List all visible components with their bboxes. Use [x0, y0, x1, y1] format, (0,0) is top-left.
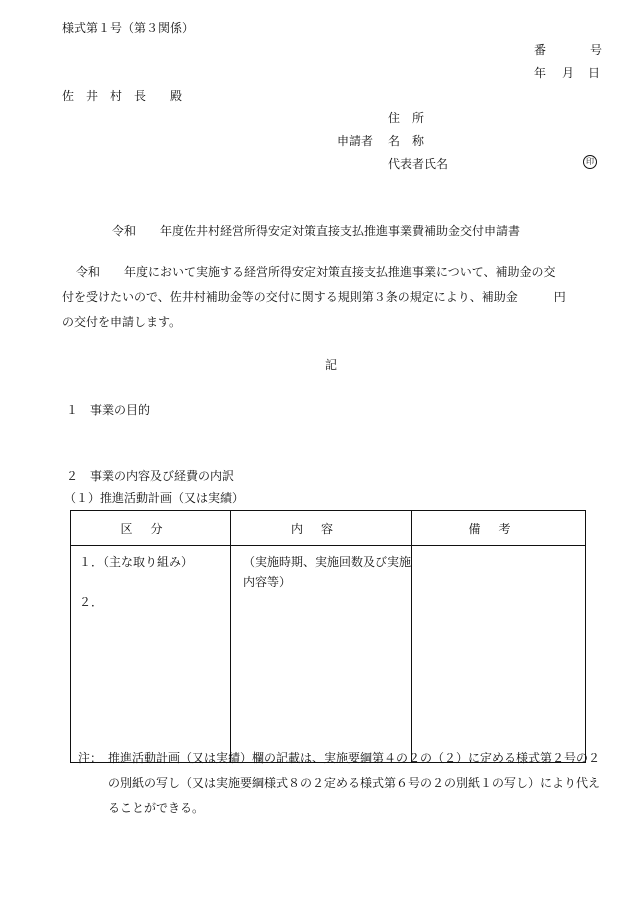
category-item: ２． [79, 595, 104, 609]
representative-label: 代表者氏名 [388, 157, 449, 171]
applicant-label: 申請者 [337, 134, 374, 148]
body-line: の交付を申請します。 [62, 315, 182, 329]
footnote-label: 注： [78, 751, 103, 765]
subsection-plan: （１）推進活動計画（又は実績） [64, 491, 245, 505]
remarks-cell[interactable] [412, 546, 586, 763]
section-content: ２ 事業の内容及び経費の内訳 [66, 469, 235, 483]
category-item: １．（主な取り組み） [79, 555, 194, 569]
body-line: 付を受けたいので、佐井村補助金等の交付に関する規則第３条の規定により、補助金 円 [62, 290, 566, 304]
content-hint: （実施時期、実施回数及び実施内容等） [243, 555, 412, 589]
number-char: 番 [534, 43, 547, 57]
number-label [534, 42, 602, 58]
plan-table [70, 510, 586, 763]
category-cell[interactable] [71, 546, 231, 763]
address-label: 住 所 [388, 111, 425, 125]
section-purpose: １ 事業の目的 [66, 403, 151, 417]
header-category: 区分 [71, 511, 231, 546]
header-remarks: 備考 [412, 511, 586, 546]
footnote-text: 推進活動計画（又は実績）欄の記載は、実施要綱第４の２の（２）に定める様式第２号の２の別紙の写し（又は実施要綱様式８の２定める様式第６号の２の別紙１の写し）により代えることができる。 [108, 751, 601, 815]
body-paragraph [62, 260, 602, 335]
number-unit: 号 [590, 43, 603, 57]
recipient: 佐 井 村 長 殿 [62, 89, 183, 103]
header-content: 内容 [231, 511, 412, 546]
ki-heading: 記 [325, 358, 338, 372]
date-year: 年 [534, 66, 547, 80]
seal-mark: 印 [583, 155, 597, 169]
content-cell[interactable] [231, 546, 412, 763]
footnote [78, 746, 606, 821]
table-header-row [71, 511, 586, 546]
document-title: 令和 年度佐井村経営所得安定対策直接支払推進事業費補助金交付申請書 [112, 224, 521, 238]
date-day: 日 [588, 66, 601, 80]
date-label [534, 65, 600, 81]
body-line: 令和 年度において実施する経営所得安定対策直接支払推進事業について、補助金の交 [76, 265, 556, 279]
name-label: 名 称 [388, 134, 425, 148]
form-label: 様式第１号（第３関係） [62, 21, 195, 35]
date-month: 月 [562, 66, 575, 80]
table-row [71, 546, 586, 763]
